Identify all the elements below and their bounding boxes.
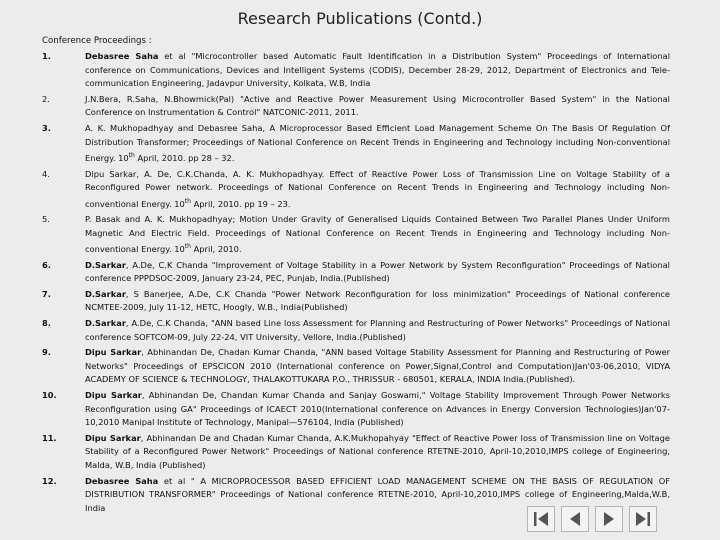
citation-body: J.N.Bera, R.Saha, N.Bhowmick(Pal) "Active and Reactive Power Measurement Using Microcontroller Based System" in the National Conference on Instrumentation & Control" NATCONIC-2011, 2011. [85, 93, 670, 118]
publication-item [42, 432, 670, 473]
citation-text [85, 389, 670, 430]
citation-text [85, 50, 670, 91]
citation-text [85, 259, 670, 286]
item-number: 7. [42, 288, 51, 299]
next-slide-button[interactable] [595, 506, 623, 532]
item-number: 11. [42, 432, 57, 443]
item-number: 2. [42, 93, 50, 104]
publication-item [42, 389, 670, 430]
first-slide-icon [531, 509, 551, 529]
publication-item [42, 168, 670, 212]
item-number: 5. [42, 214, 50, 225]
citation-text [85, 93, 670, 120]
last-slide-icon [633, 509, 653, 529]
publication-list [42, 50, 670, 515]
author-name: D.Sarkar [85, 317, 126, 328]
next-slide-icon [599, 509, 619, 529]
citation-body: et al " A MICROPROCESSOR BASED EFFICIENT LOAD MANAGEMENT SCHEME ON THE BASIS OF REGULATION OF DISTRIBUTION TRANSFORMER" Proceedings of National conference RTETNE-2010, April-10,2010,IMPS college of Engineering,Malda,W.B, India [85, 475, 671, 513]
publication-item [42, 93, 670, 120]
author-name: D.Sarkar [85, 259, 126, 270]
author-name: Dipu Sarkar [85, 389, 142, 400]
author-name: Debasree Saha [85, 51, 159, 61]
citation-body: Dipu Sarkar, A. De, C.K.Chanda, A. K. Mukhopadhyay. Effect of Reactive Power Loss of Transmission Line on Voltage Stability of a Reconfigured Power network. Proceedings of National Conference on Recent Trends in Engineering and Technology including Non-conventional Energy. 10 [85, 168, 670, 209]
publication-item [42, 122, 670, 166]
author-name: Debasree Saha [85, 475, 159, 486]
citation-date: April, 2010. [190, 244, 242, 255]
ordinal-suffix: th [128, 152, 135, 160]
item-number: 9. [42, 347, 51, 358]
item-number: 1. [42, 51, 51, 61]
item-number: 8. [42, 317, 51, 328]
citation-text [85, 288, 670, 315]
citation-text [85, 168, 670, 212]
last-slide-button[interactable] [629, 506, 657, 532]
citation-body: A. K. Mukhopadhyay and Debasree Saha, A Microprocessor Based Efficient Load Management Scheme On The Basis Of Regulation Of Distribution Transformer; Proceedings of National Conference on Recent Trends in Engineering and Technology including Non-conventional Energy. 10 [85, 122, 670, 163]
page-title: Research Publications (Contd.) [237, 9, 483, 28]
citation-date: April, 2010. pp 28 – 32. [134, 152, 235, 163]
citation-body: , A.De, C.K Chanda, "ANN based Line loss Assessment for Planning and Restructuring of Power Networks" Proceedings of National conference SOFTCOM-09, July 22-24, VIT University, Vellore, India.(Published) [85, 317, 670, 342]
slide-navigation [527, 506, 657, 532]
first-slide-button[interactable] [527, 506, 555, 532]
citation-body: , Abhinandan De, Chandan Kumar Chanda and Sanjay Goswami," Voltage Stability Improvement Through Power Networks Reconfiguration using GA" Proceedings of ICAECT 2010(International conference on Advances in Energy Conversion Technologies)Jan'07-10,2010 Manipal Institute of Technology, Manipal—576104, India (Published) [85, 389, 670, 428]
previous-slide-icon [565, 509, 585, 529]
author-name: D.Sarkar [85, 288, 126, 299]
ordinal-suffix: th [184, 197, 191, 205]
item-number: 6. [42, 259, 51, 270]
publication-item [42, 213, 670, 257]
citation-body: , Abhinandan De, Chadan Kumar Chanda, "ANN based Voltage Stability Assessment for Planning and Restructuring of Power Networks" Proceedings of EPSCICON 2010 (International conference on Power,Signal,Control and Computation)Jan'03-06,2010, VIDYA ACADEMY OF SCIENCE & TECHNOLOGY, THALAKOTTUKARA P.O., THRISSUR - 680501, KERALA, INDIA India.(Published). [85, 347, 671, 385]
publication-item [42, 50, 670, 91]
item-number: 4. [42, 168, 50, 179]
item-number: 10. [42, 389, 57, 400]
citation-text [85, 317, 670, 344]
publication-item [42, 317, 670, 344]
item-number: 3. [42, 122, 51, 133]
citation-body: et al "Microcontroller based Automatic Fault Identification in a Distribution System" Proceedings of International conference on Communications, Devices and Intelligent Systems (CODIS), December 28-29, 2012, Department of Electronics and Tele-communication Engineering, Jadavpur University, Kolkata, W.B, India [85, 51, 670, 89]
item-number: 12. [42, 475, 57, 486]
section-heading: Conference Proceedings : [42, 36, 152, 46]
citation-text [85, 122, 670, 166]
publication-item [42, 259, 670, 286]
citation-text [85, 213, 670, 257]
citation-text [85, 432, 670, 473]
publication-item [42, 288, 670, 315]
citation-body: , A.De, C.K Chanda "Improvement of Voltage Stability in a Power Network by System Reconfiguration" Proceedings of National conference PPPDSOC-2009, January 23-24, PEC, Punjab, India.(Published) [85, 259, 670, 284]
citation-body: P. Basak and A. K. Mukhopadhyay; Motion Under Gravity of Generalised Liquids Contained Between Two Parallel Planes Under Uniform Magnetic And Electric Field. Proceedings of National Conference on Recent Trends in Engineering and Technology including Non-conventional Energy. 10 [85, 214, 670, 255]
citation-text [85, 346, 670, 387]
author-name: Dipu Sarkar [85, 432, 141, 443]
publication-item [42, 346, 670, 387]
citation-body: , Abhinandan De and Chadan Kumar Chanda, A.K.Mukhopahyay "Effect of Reactive Power loss of Transmission line on Voltage Stability of a Reconfigured Power Network" Proceedings of National conference RTETNE-2010, April-10,2010,IMPS college of Engineering, Malda, W.B, India (Published) [85, 432, 671, 470]
previous-slide-button[interactable] [561, 506, 589, 532]
author-name: Dipu Sarkar [85, 347, 142, 358]
ordinal-suffix: th [184, 243, 191, 251]
citation-body: , S Banerjee, A.De, C.K Chanda "Power Network Reconfiguration for loss minimization" Proceedings of National conference NCMTEE-2009, July 11-12, HETC, Hoogly, W.B., India(Published) [85, 288, 670, 313]
citation-date: April, 2010. pp 19 – 23. [190, 198, 291, 209]
